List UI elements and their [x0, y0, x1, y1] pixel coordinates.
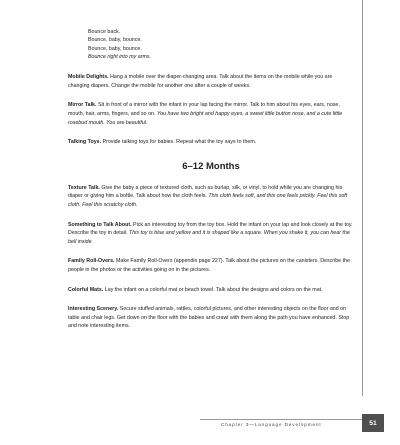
page-content: [68, 28, 354, 342]
activity-term: Something to Talk About.: [68, 221, 132, 228]
rhyme-line: Bounce, baby, bounce.: [88, 45, 142, 52]
page-number: 51: [369, 419, 377, 427]
footer-rule: [200, 419, 363, 420]
activity-text: Secure stuffed animals, rattles, colorful pictures, and other interesting objects on the floor and on table and chair legs. Get down on the floor with the babies and crawl with them along the path you have enhanced. Stop and note interesting items.: [68, 306, 350, 330]
rhyme-line: Bounce back.: [88, 29, 121, 35]
activity-term: Family Roll-Overs.: [68, 258, 115, 265]
rhyme-line: Bounce right into my arms.: [88, 53, 151, 60]
activity-interesting-scenery: [68, 305, 354, 331]
activity-example-speech: This cloth feels soft, and this one feels prickly. Feel this soft cloth. Feel this scratchy cloth.: [68, 193, 348, 208]
activity-text: Lay the infant on a colorful mat or beach towel. Talk about the designs and colors on the mat.: [104, 286, 323, 293]
activity-texture-talk: [68, 184, 354, 210]
activity-something-to-talk-about: [68, 221, 354, 247]
activity-text: Pick an interesting toy from the toy box. Hold the infant on your lap and look closely at the toy. Describe the toy in detail.: [68, 221, 353, 237]
activity-text: Provide talking toys for babies. Repeat what the toy says to them.: [102, 139, 257, 146]
activity-colorful-mats: [68, 286, 354, 295]
running-footer: Chapter 3—Language Development: [221, 422, 322, 427]
activity-term: Interesting Scenery.: [68, 306, 119, 313]
section-heading: 6–12 Months: [182, 160, 240, 172]
page-edge-rule: [362, 0, 363, 396]
bounce-rhyme: [88, 28, 354, 61]
activity-term: Talking Toys.: [68, 139, 102, 146]
activity-example-speech: This toy is blue and yellow and it is shaped like a square. When you shake it, you can hear the bell inside.: [68, 230, 350, 245]
activity-text: Make Family Roll-Overs (appendix page 227). Talk about the pictures on the canisters. Describe the people in the photos or the activities going on in the pictures.: [68, 258, 350, 273]
activity-text: Hang a mobile over the diaper-changing area. Talk about the items on the mobile while you are changing diapers. Change the mobile for another one after a couple of weeks.: [68, 74, 333, 89]
activity-term: Mobile Delights.: [68, 74, 109, 81]
page-number-tab: [362, 414, 384, 432]
activity-mirror-talk: [68, 101, 354, 127]
activity-text: Give the baby a piece of textured cloth, such as burlap, silk, or vinyl, to hold while you are changing his diaper or giving him a bottle. Talk about how the cloth feels.: [68, 184, 343, 200]
activity-talking-toys: [68, 138, 354, 147]
activity-term: Colorful Mats.: [68, 286, 104, 293]
activity-text: Sit in front of a mirror with the infant in your lap facing the mirror. Talk to him about his eyes, ears, nose, mouth, hair, arms, fingers, and so on.: [68, 102, 340, 117]
activity-term: Texture Talk.: [68, 184, 100, 191]
rhyme-line: Bounce, baby, bounce.: [88, 37, 142, 44]
activity-example-speech: You have two bright and happy eyes, a sweet little button nose, and a cute little rosebud mouth. You are beautiful.: [68, 110, 343, 126]
activity-term: Mirror Talk.: [68, 102, 97, 109]
activity-family-roll-overs: [68, 257, 354, 274]
activity-mobile-delights: [68, 73, 354, 90]
